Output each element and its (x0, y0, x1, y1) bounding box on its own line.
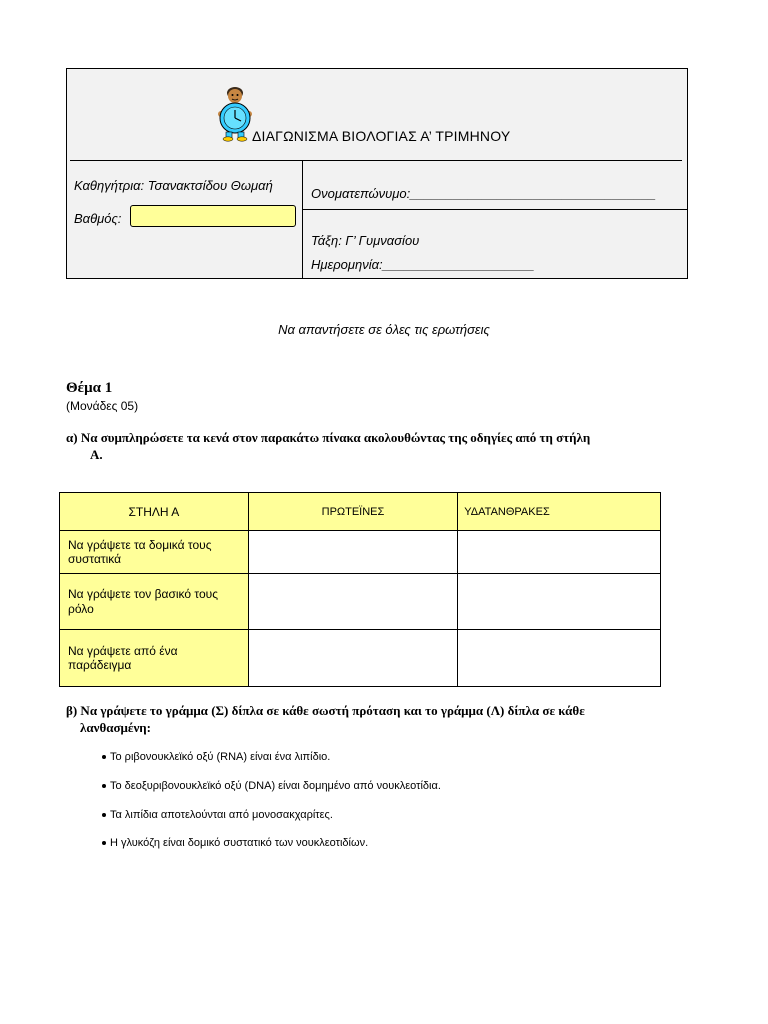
statement-item (102, 751, 330, 763)
grade-field[interactable] (130, 205, 296, 227)
column-header-ydatanthrakes: ΥΔΑΤΑΝΘΡΑΚΕΣ (458, 493, 661, 531)
class-label: Τάξη: Γ’ Γυμνασίου (311, 233, 420, 248)
date-field[interactable]: Ημερομηνία:_____________________ (311, 257, 535, 272)
header-right-divider (303, 209, 687, 210)
student-name-field[interactable]: Ονοματεπώνυμο:__________________________________ (311, 186, 657, 201)
table-row (60, 531, 661, 574)
answer-cell-proteines[interactable] (248, 531, 458, 574)
statement-item (102, 809, 333, 821)
row-label-line: Να γράψετε από ένα (68, 643, 178, 658)
bullet-icon (102, 813, 106, 817)
statement-text: Το ριβονουκλεϊκό οξύ (RNA) είναι ένα λιπίδιο. (110, 751, 331, 763)
row-label (60, 630, 249, 687)
question-a-text: α) Να συμπληρώσετε τα κενά στον παρακάτω πίνακα ακολουθώντας της οδηγίες από τη στήλη (66, 430, 591, 445)
table-header-row (60, 493, 661, 531)
statement-item (102, 837, 368, 849)
exam-title: ΔΙΑΓΩΝΙΣΜΑ ΒΙΟΛΟΓΙΑΣ Α’ ΤΡΙΜΗΝΟΥ (252, 128, 511, 144)
question-b-text: β) Να γράψετε το γράμμα (Σ) δίπλα σε κάθε σωστή πρόταση και το γράμμα (Λ) δίπλα σε κάθε (66, 703, 585, 718)
instructions: Να απαντήσετε σε όλες τις ερωτήσεις (278, 322, 490, 337)
table-row (60, 630, 661, 687)
row-label-line: ρόλο (68, 601, 94, 616)
row-label-line: παράδειγμα (68, 658, 132, 672)
bullet-icon (102, 784, 106, 788)
question-b-text-cont: λανθασμένη: (80, 720, 152, 735)
statement-text: Το δεοξυριβονουκλεϊκό οξύ (DNA) είναι δομημένο από νουκλεοτίδια. (110, 780, 441, 792)
answer-cell-ydatanthrakes[interactable] (458, 630, 661, 687)
row-label (60, 531, 249, 574)
bullet-icon (102, 755, 106, 759)
teacher-name: Καθηγήτρια: Τσανακτσίδου Θωμαή (74, 178, 273, 193)
row-label-line: συστατικά (68, 552, 122, 566)
theme-points: (Μονάδες 05) (66, 399, 139, 413)
column-header-proteines: ΠΡΩΤΕΪΝΕΣ (248, 493, 458, 531)
question-a-text-cont: Α. (90, 447, 103, 462)
answer-cell-ydatanthrakes[interactable] (458, 531, 661, 574)
table-row (60, 574, 661, 630)
statement-item (102, 780, 441, 792)
header-divider (70, 160, 682, 161)
theme-title: Θέμα 1 (66, 380, 113, 396)
answer-table (59, 492, 661, 687)
answer-cell-ydatanthrakes[interactable] (458, 574, 661, 630)
row-label-line: Να γράψετε τον βασικό τους (68, 587, 218, 602)
grade-label: Βαθμός: (74, 211, 122, 226)
statement-text: Τα λιπίδια αποτελούνται από μονοσακχαρίτες. (110, 809, 333, 821)
bullet-icon (102, 841, 106, 845)
column-header-stili-a: ΣΤΗΛΗ Α (60, 493, 249, 531)
answer-cell-proteines[interactable] (248, 630, 458, 687)
row-label (60, 574, 249, 630)
row-label-line: Να γράψετε τα δομικά τους (68, 537, 212, 552)
clock-mascot-icon (215, 84, 255, 142)
answer-cell-proteines[interactable] (248, 574, 458, 630)
header-column-divider (302, 161, 303, 278)
statement-text: Η γλυκόζη είναι δομικό συστατικό των νουκλεοτιδίων. (110, 837, 369, 849)
